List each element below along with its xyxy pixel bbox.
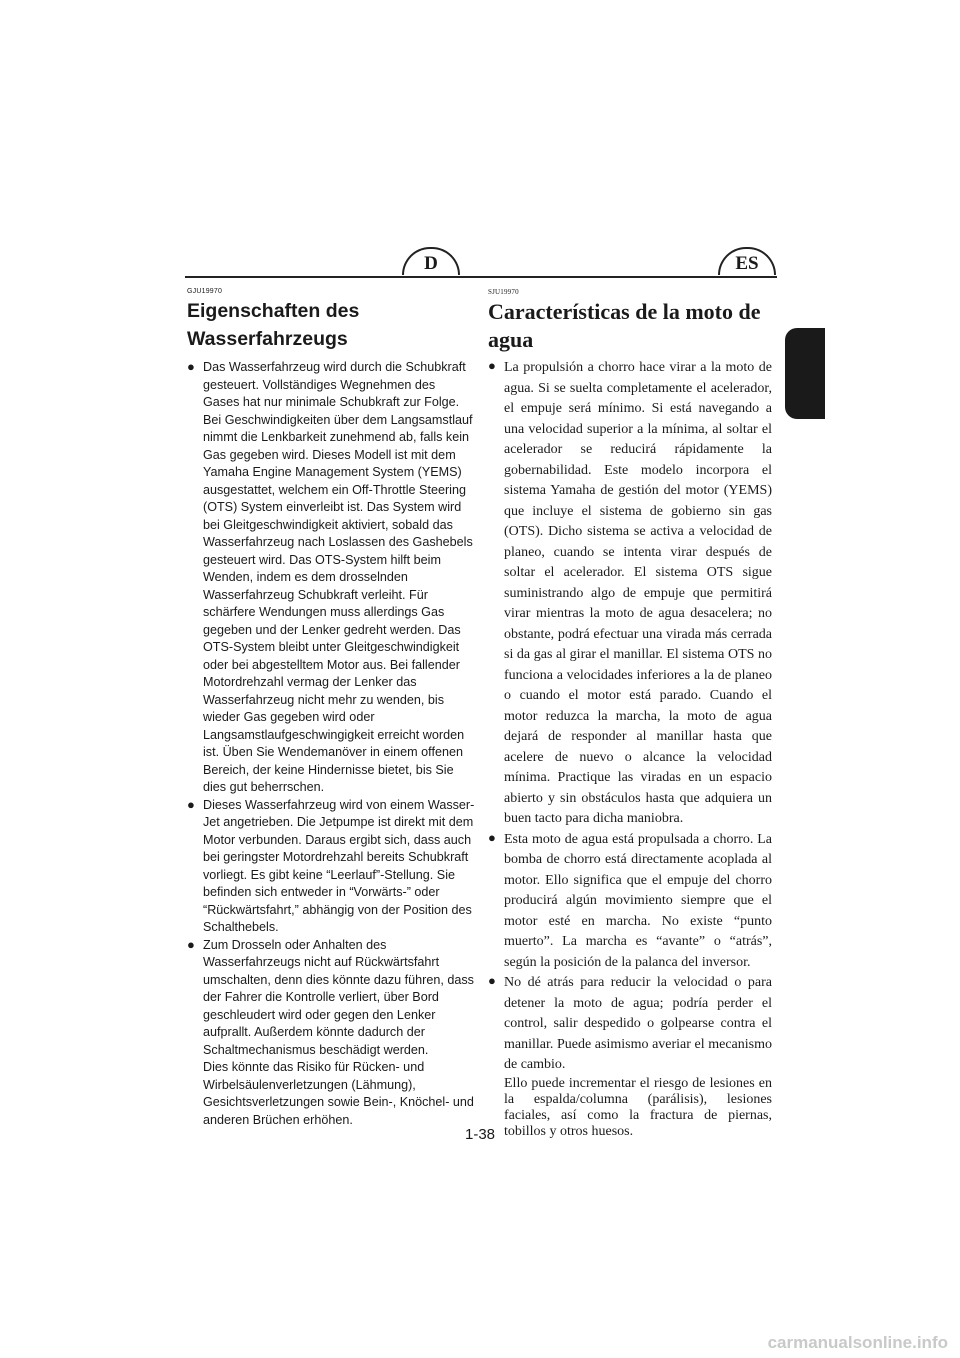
- bullet-icon: ●: [187, 796, 195, 812]
- lang-badge-de: D: [402, 247, 460, 275]
- list-item: [187, 359, 475, 797]
- section-title: Eigenschaften des Wasserfahrzeugs: [187, 300, 360, 350]
- paragraph-extra: Ello puede incrementar el riesgo de lesiones en la espalda/columna (parálisis), lesiones faciales, así como la fractura de piernas, tobillos y otros huesos.: [504, 1075, 772, 1139]
- bullet-icon: ●: [187, 359, 195, 374]
- paragraph-extra: Dies könnte das Risiko für Rücken- und Wirbelsäulenverletzungen (Lähmung), Gesichtsverletzungen sowie Bein-, Knöchel- und anderen Brüchen erhöhen.: [203, 1060, 474, 1127]
- lang-badge-es: ES: [718, 247, 776, 275]
- german-column: [187, 288, 475, 1129]
- paragraph: Das Wasserfahrzeug wird durch die Schubkraft gesteuert. Vollständiges Wegnehmen des Gases hat nur minimale Schubkraft zur Folge. Bei Geschwindigkeiten über dem Langsamstlauf nimmt die Lenkbarkeit zunehmend ab, falls kein Gas gegeben wird. Dieses Modell ist mit dem Yamaha Engine Management System (YEMS) ausgestattet, welchem ein Off-Throttle Steering (OTS) System einverleibt ist. Das System wird bei Gleitgeschwindigkeit aktiviert, sobald das Wasserfahrzeug nach Loslassen des Gashebels gesteuert wird. Das OTS-System hilft beim Wenden, indem es dem drosselnden Wasserfahrzeug Schubkraft verleiht. Für schärfere Wendungen muss allerdings Gas gegeben und der Lenker gedreht werden. Das OTS-System bleibt unter Gleitgeschwindigkeit oder bei abgestelltem Motor aus. Bei fallender Motordrehzahl vermag der Lenker das Wasserfahrzeug nicht mehr zu wenden, bis wieder Gas gegeben wird oder Langsamstlaufgeschwingigkeit erreicht worden ist. Üben Sie Wendemanöver in einem offenen Bereich, der keine Hindernisse bietet, bis Sie dies gut beherrschen.: [203, 360, 473, 794]
- section-title: Características de la moto de agua: [488, 299, 761, 352]
- page-number: 1-38: [464, 1126, 496, 1143]
- list-item: [488, 830, 772, 974]
- paragraph: Dieses Wasserfahrzeug wird von einem Wasser-Jet angetrieben. Die Jetpumpe ist direkt mit dem Motor verbunden. Daraus ergibt sich, dass auch bei geringster Motordrehzahl bereits Schubkraft vorliegt. Es gibt keine “Leerlauf”-Stellung. Sie befinden sich entweder in “Vorwärts-” oder “Rückwärtsfahrt,” abhängig von der Position des Schalthebels.: [203, 797, 475, 934]
- list-item: [187, 937, 475, 1130]
- chapter-tab: [785, 328, 825, 419]
- bullet-icon: ●: [488, 829, 496, 845]
- spanish-column: [488, 288, 772, 1140]
- bullet-icon: ●: [488, 973, 496, 988]
- paragraph: No dé atrás para reducir la velocidad o para detener la moto de agua; podría perder el control, salir despedido o golpearse contra el manillar. Puede asimismo averiar el mecanismo de cambio.: [504, 975, 772, 1072]
- header-divider: [185, 276, 777, 278]
- paragraph: La propulsión a chorro hace virar a la moto de agua. Si se suelta completamente el acelerador, el empuje será mínimo. Si está navegando a una velocidad superior a la mínima, al soltar el acelerador se reducirá rápidamente la gobernabilidad. Este modelo incorpora el sistema Yamaha de gestión del motor (YEMS) que incluye el sistema de gobierno sin gas (OTS). Dicho sistema se activa a velocidad de planeo, cuando se intenta virar después de soltar el acelerador. El sistema OTS sigue suministrando algo de empuje que permitirá virar mientras la moto de agua desacelera; no obstante, podrá efectuar una virada más cerrada si da gas al girar el manillar. El sistema OTS no funciona a velocidades inferiores a la de planeo o cuando el motor está parado. Cuando el motor reduzca la marcha, la moto de agua dejará de responder al manillar hasta que acelere de nuevo o alcance la velocidad mínima. Practique las viradas en un espacio abierto y sin obstáculos hasta que adquiera un buen tacto para dicha maniobra.: [504, 360, 772, 826]
- list-item: [488, 973, 772, 1140]
- watermark: carmanualsonline.info: [767, 1333, 948, 1352]
- bullet-list: [187, 359, 475, 1129]
- section-code: GJU19970: [187, 288, 223, 295]
- bullet-icon: ●: [187, 936, 195, 952]
- section-code: SJU19970: [488, 288, 519, 296]
- paragraph: Esta moto de agua está propulsada a chorro. La bomba de chorro está directamente acoplada al motor. Ello significa que el empuje del chorro producirá algún movimiento siempre que el motor esté en marcha. No existe “punto muerto”. La marcha es “avante” o “atrás”, según la posición de la palanca del inversor.: [504, 831, 772, 970]
- list-item: [187, 797, 475, 937]
- list-item: [488, 358, 772, 830]
- bullet-icon: ●: [488, 358, 496, 373]
- paragraph: Zum Drosseln oder Anhalten des Wasserfahrzeugs nicht auf Rückwärtsfahrt umschalten, denn dies könnte dazu führen, dass der Fahrer die Kontrolle verliert, über Bord geschleudert wird oder gegen den Lenker aufprallt. Außerdem könnte dadurch der Schaltmechanismus beschädigt werden.: [203, 937, 474, 1057]
- bullet-list: [488, 358, 772, 1140]
